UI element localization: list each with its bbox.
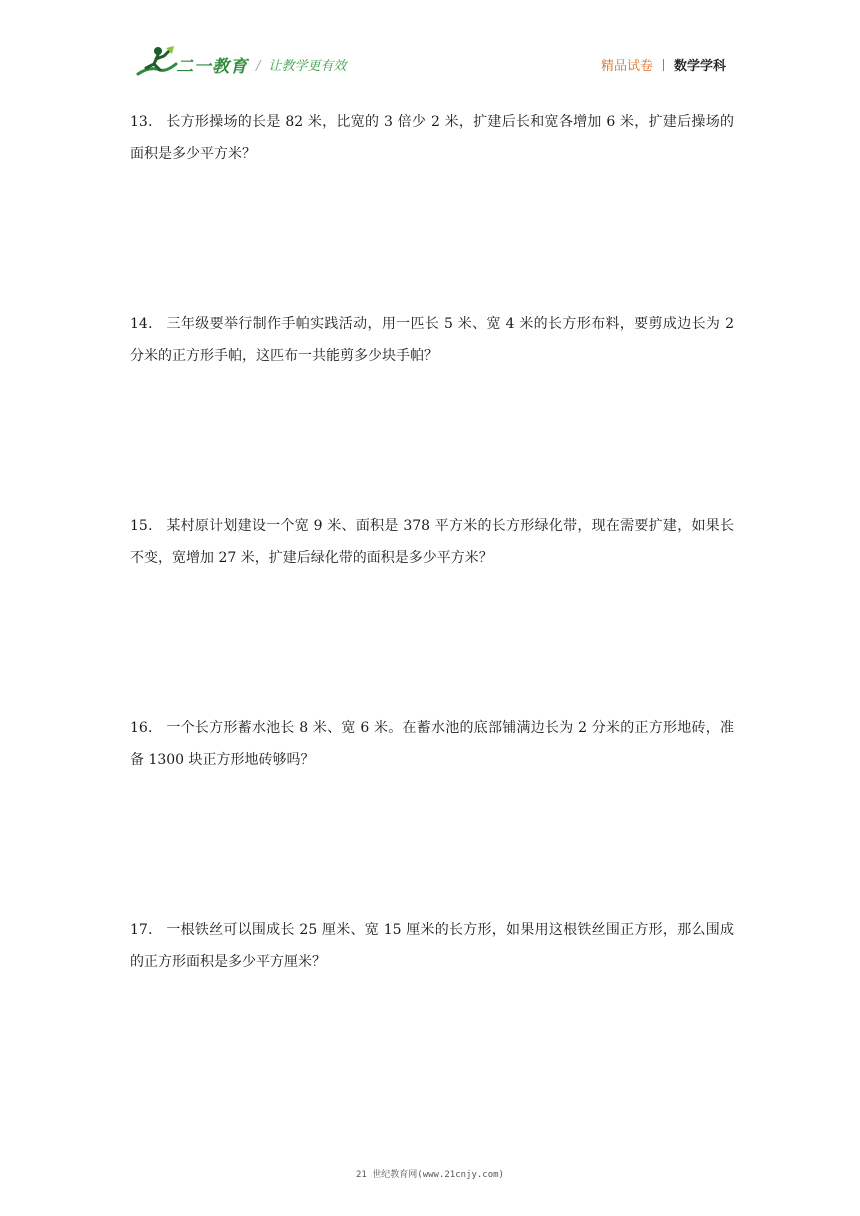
question-15 bbox=[130, 510, 734, 574]
question-number: 16． bbox=[130, 720, 163, 736]
question-text: 某村原计划建设一个宽 9 米、面积是 378 平方米的长方形绿化带，现在需要扩建，如果长不变，宽增加 27 米，扩建后绿化带的面积是多少平方米？ bbox=[130, 518, 734, 566]
question-number: 17． bbox=[130, 922, 163, 938]
brand-name: 二一教育 bbox=[176, 57, 248, 77]
question-14 bbox=[130, 308, 734, 372]
question-number: 14． bbox=[130, 316, 163, 332]
slogan-slash-divider: / bbox=[256, 59, 261, 74]
product-label: 精品试卷 bbox=[600, 59, 653, 74]
question-13 bbox=[130, 106, 734, 170]
question-text: 三年级要举行制作手帕实践活动，用一匹长 5 米、宽 4 米的长方形布料，要剪成边长为 2 分米的正方形手帕，这匹布一共能剪多少块手帕？ bbox=[130, 316, 734, 364]
header-divider bbox=[663, 59, 664, 71]
page-footer: 21 世纪教育网(www.21cnjy.com) bbox=[356, 1170, 504, 1180]
question-number: 13． bbox=[130, 114, 163, 130]
question-text: 一根铁丝可以围成长 25 厘米、宽 15 厘米的长方形，如果用这根铁丝围正方形，那么围成的正方形面积是多少平方厘米？ bbox=[130, 922, 734, 970]
page-header bbox=[0, 0, 860, 90]
slogan-text: 让教学更有效 bbox=[268, 59, 347, 74]
question-number: 15． bbox=[130, 518, 163, 534]
question-17 bbox=[130, 914, 734, 978]
question-text: 一个长方形蓄水池长 8 米、宽 6 米。在蓄水池的底部铺满边长为 2 分米的正方形地砖，准备 1300 块正方形地砖够吗？ bbox=[130, 720, 734, 768]
brand-slogan bbox=[256, 55, 346, 74]
header-right-label bbox=[601, 55, 726, 74]
question-16 bbox=[130, 712, 734, 776]
subject-label: 数学学科 bbox=[673, 59, 726, 74]
question-text: 长方形操场的长是 82 米，比宽的 3 倍少 2 米，扩建后长和宽各增加 6 米，扩建后操场的面积是多少平方米？ bbox=[130, 114, 734, 162]
